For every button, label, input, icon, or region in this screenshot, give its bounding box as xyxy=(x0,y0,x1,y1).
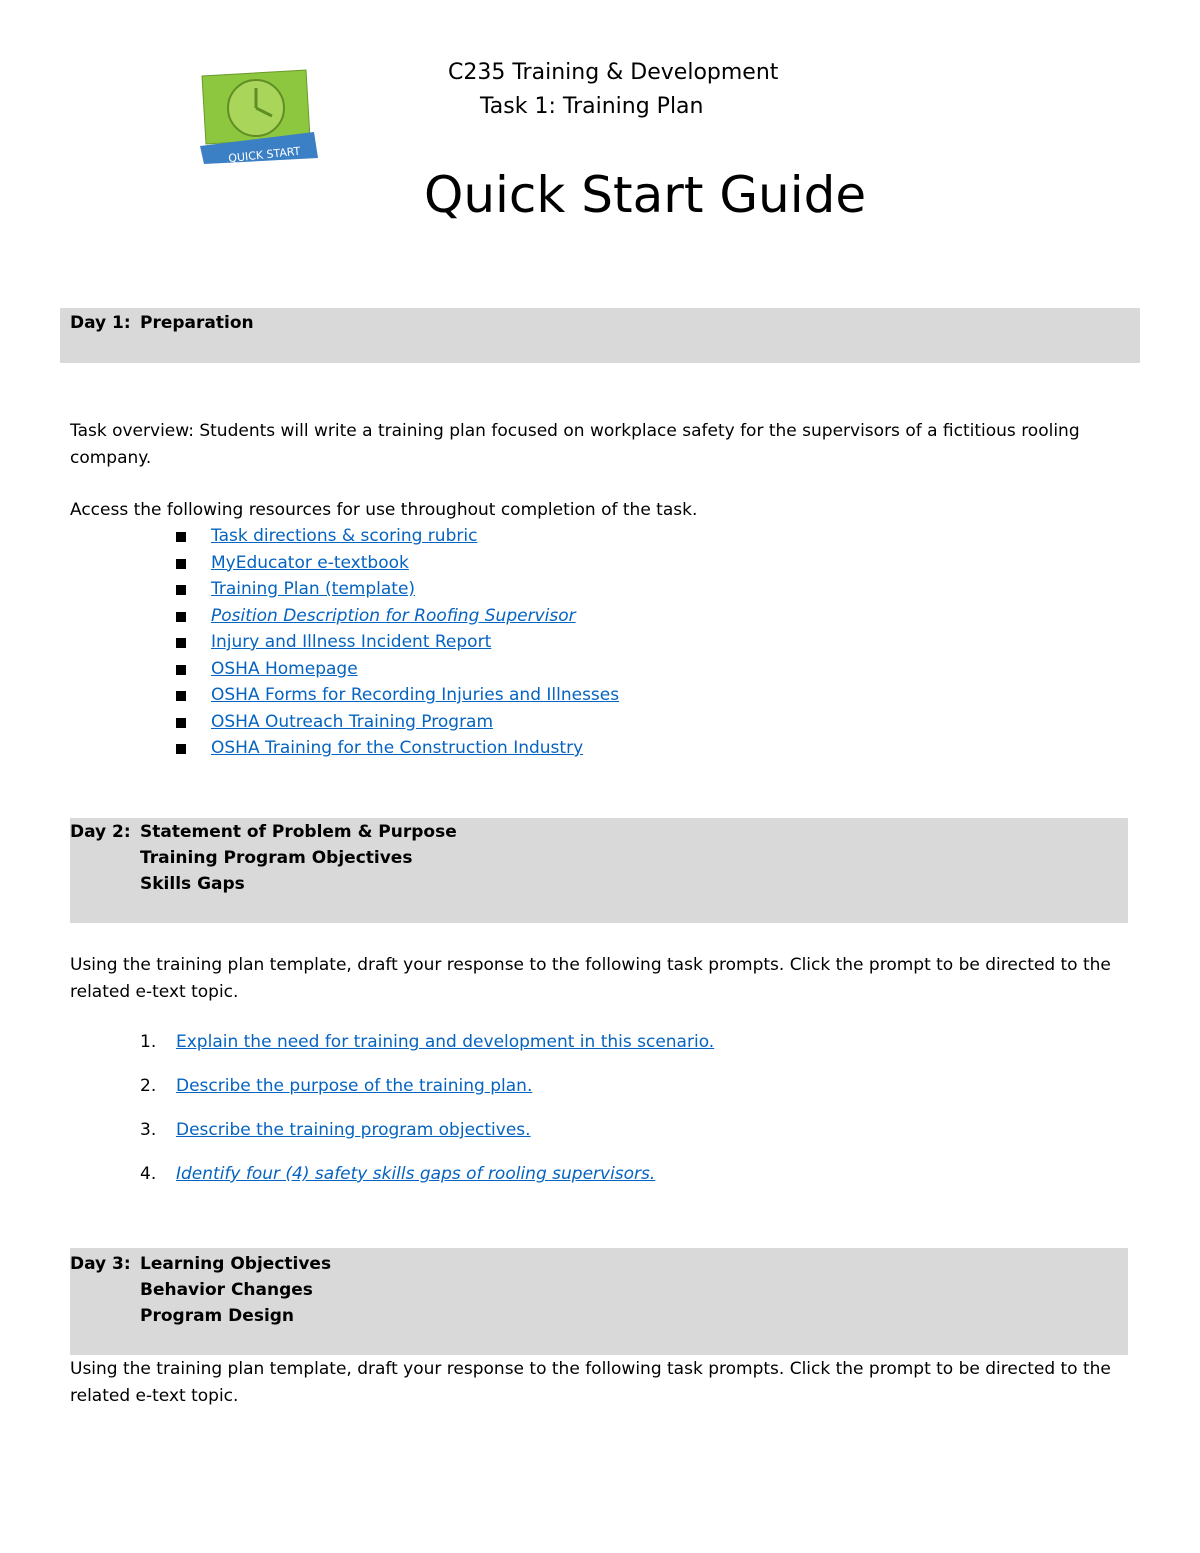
square-bullet-icon xyxy=(176,718,186,728)
list-item xyxy=(176,682,619,709)
task-heading: Task 1: Training Plan xyxy=(480,94,704,119)
list-item xyxy=(176,576,619,603)
prompt-link[interactable]: Describe the training program objectives. xyxy=(176,1120,531,1140)
day3-topic: Behavior Changes xyxy=(140,1280,313,1300)
square-bullet-icon xyxy=(176,532,186,542)
list-item xyxy=(140,1073,714,1117)
quick-start-clock-logo-icon xyxy=(198,68,318,168)
day3-topic: Learning Objectives xyxy=(140,1254,332,1274)
resource-link[interactable]: Training Plan (template) xyxy=(211,579,416,599)
day3-intro: Using the training plan template, draft your response to the following task prompts. Click the prompt to be directed to the related e-text topic. xyxy=(70,1359,1111,1406)
list-item xyxy=(176,523,619,550)
task-overview: Task overview: Students will write a training plan focused on workplace safety for the supervisors of a fictitious rooling company. xyxy=(70,421,1080,468)
resources-intro: Access the following resources for use throughout completion of the task. xyxy=(70,500,698,520)
resource-link[interactable]: MyEducator e-textbook xyxy=(211,552,409,573)
square-bullet-icon xyxy=(176,585,186,595)
list-item xyxy=(140,1117,714,1161)
prompt-number: 2. xyxy=(140,1076,157,1096)
day1-label: Day 1: xyxy=(70,313,131,333)
square-bullet-icon xyxy=(176,744,186,754)
day2-intro: Using the training plan template, draft your response to the following task prompts. Click the prompt to be directed to the related e-text topic. xyxy=(70,955,1111,1002)
day2-topics xyxy=(140,819,457,897)
day3-topics xyxy=(140,1251,331,1329)
prompt-number: 3. xyxy=(140,1120,157,1140)
list-item xyxy=(176,709,619,736)
resource-link[interactable]: OSHA Homepage xyxy=(211,658,358,679)
day1-topic: Preparation xyxy=(140,313,254,333)
square-bullet-icon xyxy=(176,665,186,675)
square-bullet-icon xyxy=(176,559,186,569)
list-item xyxy=(176,735,619,762)
prompt-link[interactable]: Identify four (4) safety skills gaps of rooling supervisors. xyxy=(176,1164,656,1184)
day2-prompt-list xyxy=(140,1029,714,1205)
square-bullet-icon xyxy=(176,612,186,622)
day2-topic: Skills Gaps xyxy=(140,874,245,894)
svg-text:QUICK START: QUICK START xyxy=(227,144,301,166)
day3-topic: Program Design xyxy=(140,1306,295,1326)
resource-link[interactable]: Position Description for Roofing Supervisor xyxy=(211,605,576,626)
resource-link[interactable]: Injury and Illness Incident Report xyxy=(211,632,492,652)
resource-list xyxy=(176,523,619,762)
list-item xyxy=(140,1029,714,1073)
square-bullet-icon xyxy=(176,638,186,648)
list-item xyxy=(176,629,619,656)
course-heading: C235 Training & Development xyxy=(448,60,779,85)
resource-link[interactable]: OSHA Training for the Construction Industry xyxy=(211,738,584,758)
resource-link[interactable]: OSHA Outreach Training Program xyxy=(211,711,494,732)
list-item xyxy=(176,603,619,630)
resource-link[interactable]: Task directions & scoring rubric xyxy=(211,526,478,546)
day3-label: Day 3: xyxy=(70,1254,131,1274)
list-item xyxy=(140,1161,714,1205)
page-title: Quick Start Guide xyxy=(424,166,867,224)
prompt-link[interactable]: Explain the need for training and development in this scenario. xyxy=(176,1032,715,1052)
day2-topic: Statement of Problem & Purpose xyxy=(140,822,457,842)
day2-topic: Training Program Objectives xyxy=(140,848,413,868)
list-item xyxy=(176,656,619,683)
square-bullet-icon xyxy=(176,691,186,701)
prompt-number: 4. xyxy=(140,1164,157,1184)
day2-label: Day 2: xyxy=(70,822,131,842)
resource-link[interactable]: OSHA Forms for Recording Injuries and Illnesses xyxy=(211,685,620,705)
prompt-number: 1. xyxy=(140,1032,157,1052)
prompt-link[interactable]: Describe the purpose of the training plan. xyxy=(176,1076,533,1096)
list-item xyxy=(176,550,619,577)
